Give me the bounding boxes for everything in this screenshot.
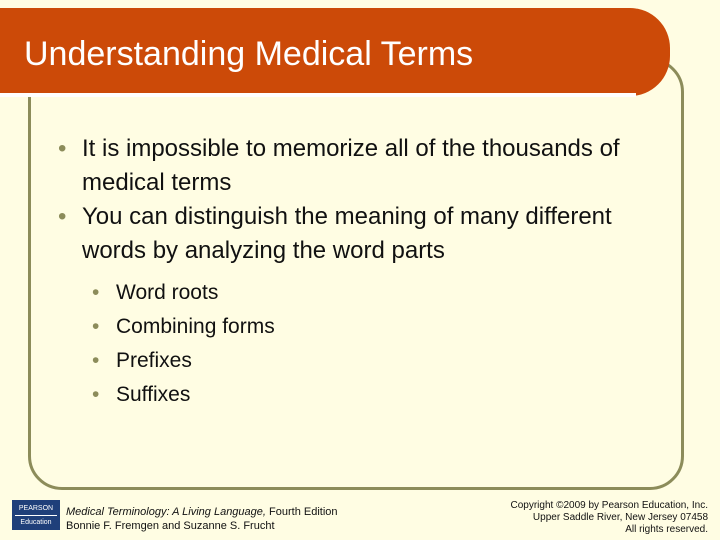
copyright-line: Copyright ©2009 by Pearson Education, Inc. [510, 500, 708, 511]
main-bullet-list [58, 132, 658, 268]
sub-bullet-item [92, 310, 275, 344]
pearson-logo-icon [12, 500, 60, 530]
bullet-icon: • [58, 135, 67, 162]
content-frame [28, 58, 684, 490]
logo-top-text: PEARSON [18, 505, 54, 512]
bullet-item [58, 132, 658, 200]
bullet-icon: • [92, 349, 100, 372]
bullet-item [58, 200, 658, 268]
citation-line [66, 505, 338, 519]
logo-divider [15, 515, 57, 516]
bullet-text: You can distinguish the meaning of many different words by analyzing the word parts [82, 203, 612, 264]
sub-bullet-text: Combining forms [116, 315, 275, 338]
bullet-icon: • [58, 203, 67, 230]
book-authors: Bonnie F. Fremgen and Suzanne S. Frucht [66, 520, 275, 532]
address-line: Upper Saddle River, New Jersey 07458 [532, 512, 708, 523]
sub-bullet-item [92, 344, 275, 378]
sub-bullet-list [92, 276, 275, 412]
bullet-icon: • [92, 281, 100, 304]
sub-bullet-text: Word roots [116, 281, 219, 304]
logo-bottom-text: Education [20, 519, 52, 526]
sub-bullet-text: Suffixes [116, 383, 191, 406]
sub-bullet-item [92, 378, 275, 412]
footer-copyright [511, 500, 709, 536]
bullet-icon: • [92, 383, 100, 406]
slide-title: Understanding Medical Terms [24, 35, 474, 73]
footer-citation [66, 505, 338, 533]
bullet-text: It is impossible to memorize all of the thousands of medical terms [82, 135, 620, 196]
bullet-icon: • [92, 315, 100, 338]
rights-line: All rights reserved. [625, 524, 708, 535]
title-underline [0, 93, 636, 97]
book-title: Medical Terminology: A Living Language, [66, 506, 266, 518]
sub-bullet-text: Prefixes [116, 349, 192, 372]
sub-bullet-item [92, 276, 275, 310]
book-edition: Fourth Edition [265, 506, 338, 518]
